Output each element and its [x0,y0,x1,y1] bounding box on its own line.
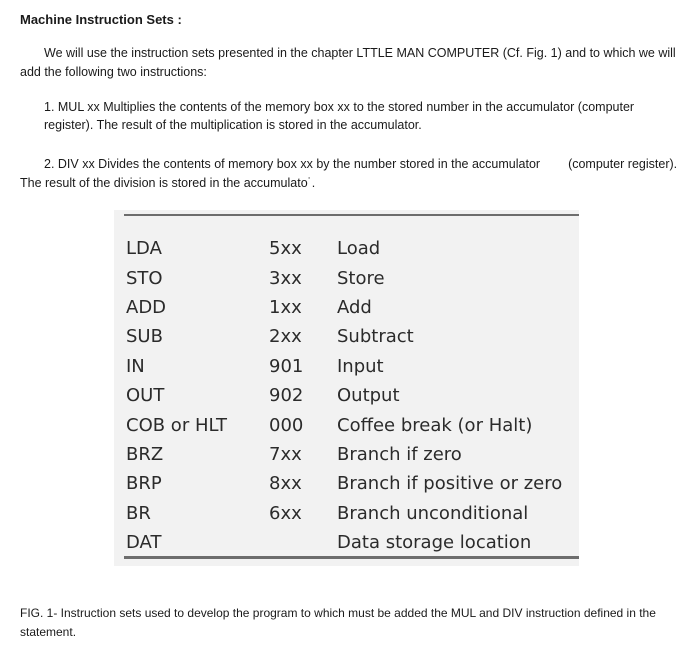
instruction-mnemonic: BRP [126,473,162,495]
table-row [126,263,577,292]
instruction-table-body [126,234,577,557]
instruction-code: 5xx [269,238,302,260]
table-row [126,440,577,469]
instruction-item-mul: 1. MUL xx Multiplies the contents of the memory box xx to the stored number in the accumulator (computer register). The result of the multiplication is stored in the accumulator. [44,100,635,132]
instruction-mnemonic: COB or HLT [126,414,228,436]
instruction-code: 7xx [269,443,302,465]
instruction-code: 902 [269,385,304,407]
figure-top-rule [124,214,579,216]
instruction-code: 901 [269,355,304,377]
instruction-code: 6xx [269,502,302,524]
instruction-code: 3xx [269,267,302,289]
instruction-code: 1xx [269,296,302,318]
table-row [126,528,577,557]
table-row [126,469,577,498]
instruction-description: Branch if zero [337,443,462,465]
table-row [126,381,577,410]
instruction-table [126,234,577,557]
table-row [126,499,577,528]
instruction-code: 000 [269,414,304,436]
instruction-description: Branch if positive or zero [337,473,563,495]
instruction-mnemonic: ADD [126,296,167,318]
instruction-description: Store [337,267,385,289]
instruction-mnemonic: BR [126,502,151,524]
instruction-mnemonic: STO [126,267,163,289]
instruction-description: Branch unconditional [337,502,529,524]
instruction-code: 8xx [269,473,302,495]
instruction-code: 2xx [269,326,302,348]
table-row [126,322,577,351]
figure-bottom-rule [124,556,579,559]
instruction-mnemonic: IN [126,355,145,377]
instruction-description: Output [337,385,400,407]
instruction-mnemonic: LDA [126,238,162,260]
instruction-description: Coffee break (or Halt) [337,414,533,436]
intro-paragraph: We will use the instruction sets presented in the chapter LTTLE MAN COMPUTER (Cf. Fig. 1) and to which we will add the following two instructions: [20,46,676,79]
div-text-part1: 2. DIV xx Divides the contents of memory box xx by the number stored in the accumulator [44,157,541,171]
table-row [126,410,577,439]
table-row [126,234,577,263]
table-row [126,352,577,381]
instruction-description: Subtract [337,326,414,348]
instruction-mnemonic: BRZ [126,443,164,465]
page-title: Machine Instruction Sets : [20,12,182,27]
instruction-description: Data storage location [337,532,532,554]
table-row [126,293,577,322]
instruction-mnemonic: OUT [126,385,165,407]
div-text-part2: (computer register). The result of the division is stored in the accumulato˙. [20,157,678,190]
instruction-description: Input [337,355,384,377]
instruction-code [269,528,337,557]
instruction-set-figure [114,210,579,566]
instruction-description: Add [337,296,372,318]
instruction-item-div [20,155,688,193]
figure-caption: FIG. 1- Instruction sets used to develop the program to which must be added the MUL and DIV instruction defined in the statement. [20,606,656,639]
instruction-description: Load [337,238,381,260]
instruction-mnemonic: DAT [126,532,162,554]
instruction-mnemonic: SUB [126,326,163,348]
